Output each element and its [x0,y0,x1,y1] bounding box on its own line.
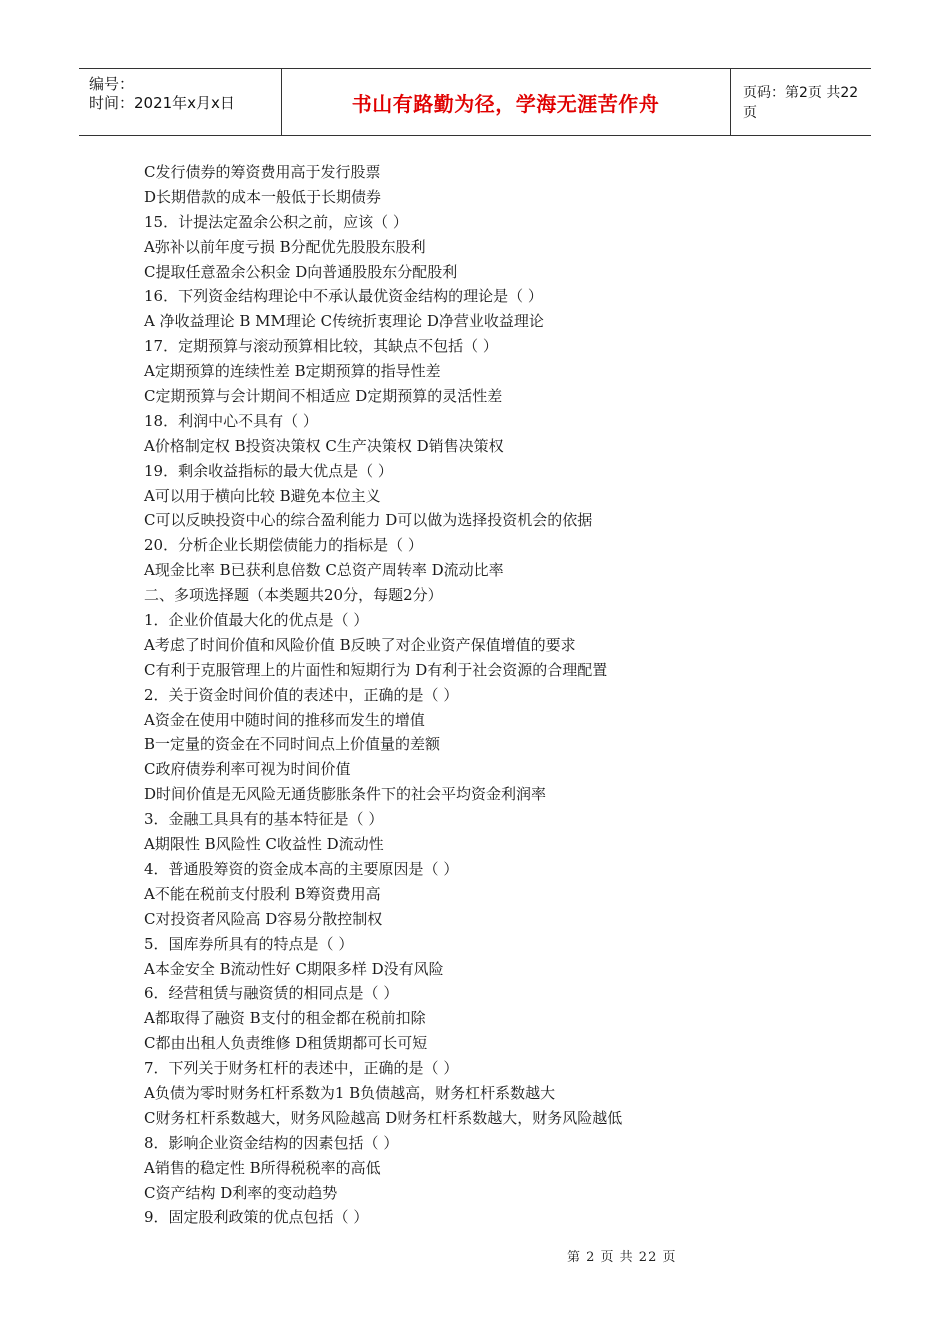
text-line: 8．影响企业资金结构的因素包括（ ） [144,1133,399,1152]
text-line: D长期借款的成本一般低于长期债券 [144,187,382,206]
text-line: A资金在使用中随时间的推移而发生的增值 [144,710,425,729]
text-line: C资产结构 D利率的变动趋势 [144,1183,338,1202]
text-line: 15．计提法定盈余公积之前，应该（ ） [144,212,408,231]
text-line: 2．关于资金时间价值的表述中，正确的是（ ） [144,685,459,704]
text-line: 5．国库券所具有的特点是（ ） [144,934,354,953]
text-line: C政府债券利率可视为时间价值 [144,760,351,779]
text-line: 1．企业价值最大化的优点是（ ） [144,611,369,630]
header-meta [79,69,281,135]
text-line: C对投资者风险高 D容易分散控制权 [144,909,383,928]
date-label: 时间：2021年x月x日 [89,94,235,112]
text-line: A不能在税前支付股利 B筹资费用高 [144,884,381,903]
text-line: 6．经营租赁与融资赁的相同点是（ ） [144,984,399,1003]
text-line: B一定量的资金在不同时间点上价值量的差额 [144,735,441,754]
text-line: 7．下列关于财务杠杆的表述中，正确的是（ ） [144,1059,459,1078]
text-line: A定期预算的连续性差 B定期预算的指导性差 [144,362,441,381]
text-line: A销售的稳定性 B所得税税率的高低 [144,1158,381,1177]
text-line: 17．定期预算与滚动预算相比较，其缺点不包括（ ） [144,337,498,356]
header-page-label: 页码：第2页 共22页 [743,85,859,121]
text-line: 二、多项选择题（本类题共20分，每题2分） [144,586,443,605]
text-line: C有利于克服管理上的片面性和短期行为 D有利于社会资源的合理配置 [144,660,608,679]
header-motto: 书山有路勤为径，学海无涯苦作舟 [351,91,660,116]
text-line: A价格制定权 B投资决策权 C生产决策权 D销售决策权 [144,436,504,455]
text-line: A负债为零时财务杠杆系数为1 B负债越高，财务杠杆系数越大 [144,1083,556,1102]
text-line: A现金比率 B已获利息倍数 C总资产周转率 D流动比率 [144,561,504,580]
text-line: 20．分析企业长期偿债能力的指标是（ ） [144,536,423,555]
text-line: A本金安全 B流动性好 C期限多样 D没有风险 [144,959,444,978]
document-body [144,160,864,1230]
footer-page-number: 第 2 页 共 22 页 [567,1250,677,1265]
text-line: C发行债券的筹资费用高于发行股票 [144,163,381,181]
text-line: 4．普通股筹资的资金成本高的主要原因是（ ） [144,859,459,878]
text-line: C提取任意盈余公积金 D向普通股股东分配股利 [144,262,458,281]
text-line: C定期预算与会计期间不相适应 D定期预算的灵活性差 [144,387,503,406]
text-line: 9．固定股利政策的优点包括（ ） [144,1208,369,1227]
text-line: C都由出租人负责维修 D租赁期都可长可短 [144,1034,428,1053]
text-line: A都取得了融资 B支付的租金都在税前扣除 [144,1009,426,1028]
text-line: 3．金融工具具有的基本特征是（ ） [144,810,384,829]
text-line: 16．下列资金结构理论中不承认最优资金结构的理论是（ ） [144,287,543,306]
text-line: A期限性 B风险性 C收益性 D流动性 [144,835,384,854]
text-line: 18．利润中心不具有（ ） [144,411,318,430]
text-line: D时间价值是无风险无通货膨胀条件下的社会平均资金利润率 [144,785,547,804]
code-label: 编号： [89,75,135,93]
text-line: A考虑了时间价值和风险价值 B反映了对企业资产保值增值的要求 [144,635,576,654]
text-line: A弥补以前年度亏损 B分配优先股股东股利 [144,237,426,256]
page-header [79,68,871,136]
text-line: 19．剩余收益指标的最大优点是（ ） [144,461,393,480]
text-line: C可以反映投资中心的综合盈利能力 D可以做为选择投资机会的依据 [144,511,593,530]
text-line: A可以用于横向比较 B避免本位主义 [144,486,381,505]
text-line: C财务杠杆系数越大，财务风险越高 D财务杠杆系数越大，财务风险越低 [144,1108,623,1127]
text-line: A 净收益理论 B MM理论 C传统折衷理论 D净营业收益理论 [144,312,544,331]
